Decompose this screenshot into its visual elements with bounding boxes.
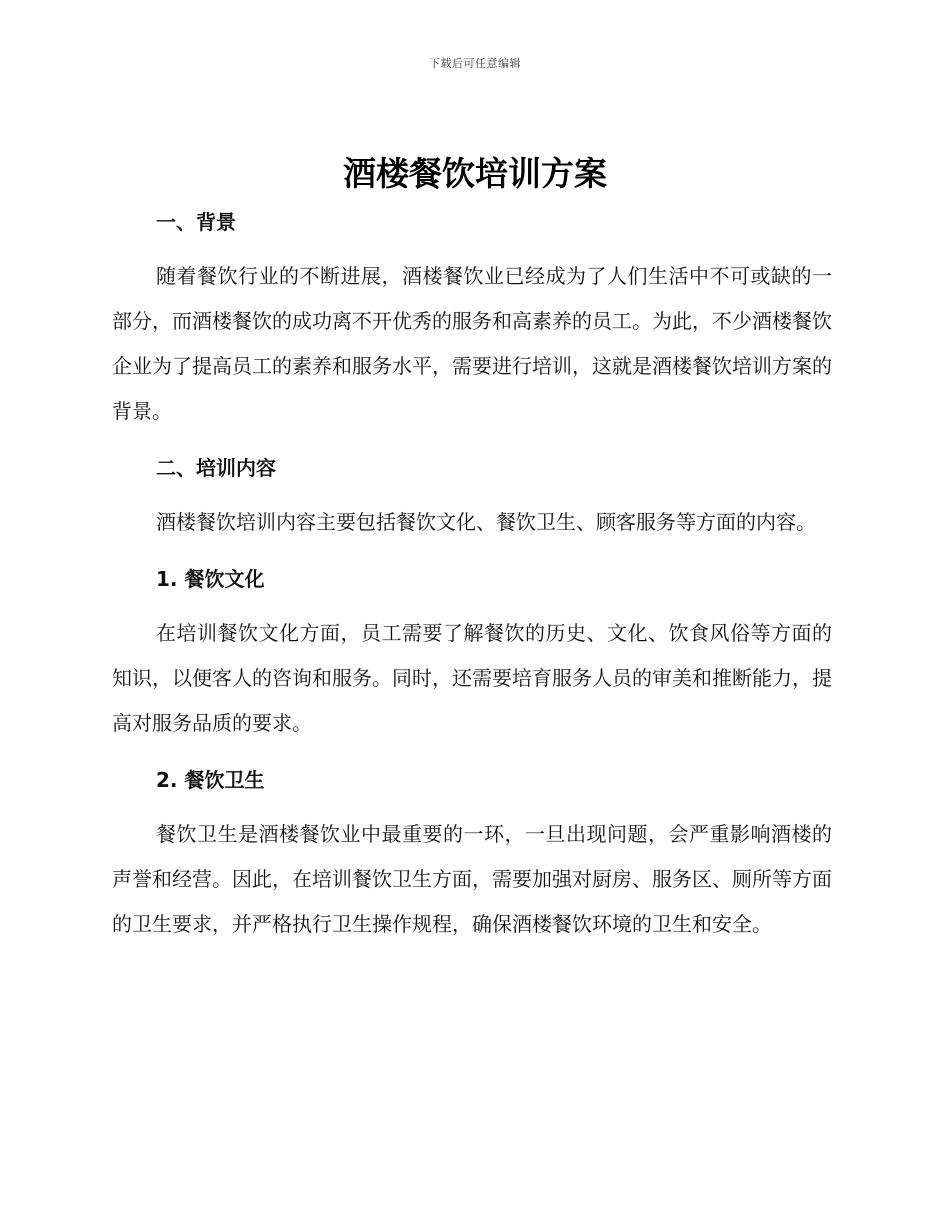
document-body bbox=[112, 206, 832, 947]
section-heading-background: 一、背景 bbox=[156, 210, 236, 234]
section-heading-catering-culture: 1. 餐饮文化 bbox=[156, 567, 265, 591]
section-paragraph-training-content: 酒楼餐饮培训内容主要包括餐饮文化、餐饮卫生、顾客服务等方面的内容。 bbox=[156, 510, 816, 534]
section-paragraph-background: 随着餐饮行业的不断进展，酒楼餐饮业已经成为了人们生活中不可或缺的一部分，而酒楼餐饮的成功离不开优秀的服务和高素养的员工。为此，不少酒楼餐饮企业为了提高员工的素养和服务水平，需要进行培训，这就是酒楼餐饮培训方案的背景。 bbox=[112, 264, 832, 423]
section-heading-training-content: 二、培训内容 bbox=[156, 456, 276, 480]
section-paragraph-catering-hygiene: 餐饮卫生是酒楼餐饮业中最重要的一环，一旦出现问题，会严重影响酒楼的声誉和经营。因此，在培训餐饮卫生方面，需要加强对厨房、服务区、厕所等方面的卫生要求，并严格执行卫生操作规程，确保酒楼餐饮环境的卫生和安全。 bbox=[112, 822, 832, 936]
document-title: 酒楼餐饮培训方案 bbox=[343, 154, 607, 193]
section-paragraph-catering-culture: 在培训餐饮文化方面，员工需要了解餐饮的历史、文化、饮食风俗等方面的知识，以便客人的咨询和服务。同时，还需要培育服务人员的审美和推断能力，提高对服务品质的要求。 bbox=[112, 621, 832, 735]
section-heading-catering-hygiene: 2. 餐饮卫生 bbox=[156, 768, 265, 792]
header-note: 下载后可任意编辑 bbox=[429, 57, 521, 70]
